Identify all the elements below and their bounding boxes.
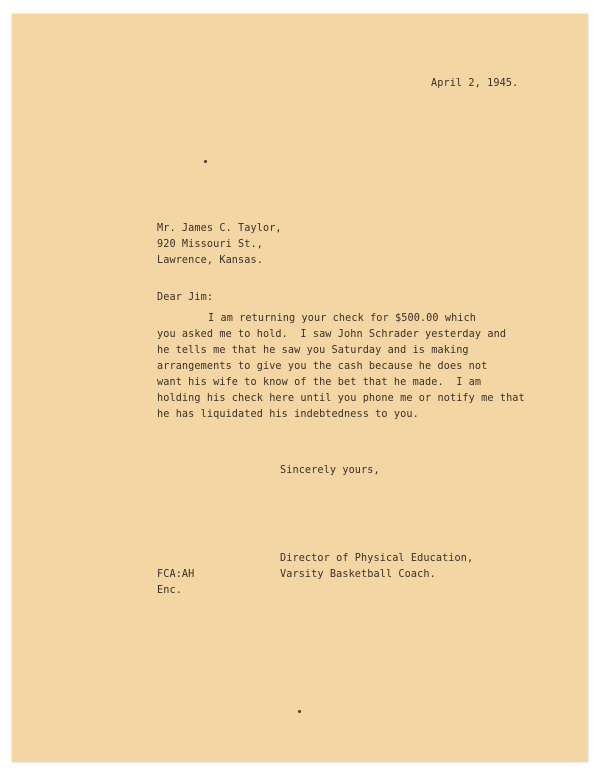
signature-title-1: Director of Physical Education,	[280, 553, 474, 564]
body-line-6: holding his check here until you phone me or notify me that	[157, 393, 525, 404]
closing: Sincerely yours,	[280, 465, 380, 476]
recipient-address-line-1: Mr. James C. Taylor,	[157, 223, 282, 234]
body-line-7: he has liquidated his indebtedness to you.	[157, 409, 419, 420]
recipient-address-line-2: 920 Missouri St.,	[157, 239, 263, 250]
enclosure-note: Enc.	[157, 585, 182, 596]
body-line-4: arrangements to give you the cash because he does not	[157, 361, 488, 372]
recipient-address-line-3: Lawrence, Kansas.	[157, 255, 263, 266]
body-line-1: I am returning your check for $500.00 which	[208, 313, 477, 324]
body-line-5: want his wife to know of the bet that he made. I am	[157, 377, 482, 388]
body-line-2: you asked me to hold. I saw John Schrader yesterday and	[157, 329, 507, 340]
signature-title-2: Varsity Basketball Coach.	[280, 569, 436, 580]
typist-initials: FCA:AH	[157, 569, 195, 580]
ink-speck	[298, 710, 301, 713]
salutation: Dear Jim:	[157, 292, 214, 303]
letter-date: April 2, 1945.	[431, 78, 519, 89]
body-line-3: he tells me that he saw you Saturday and is making	[157, 345, 469, 356]
ink-speck	[204, 160, 207, 163]
